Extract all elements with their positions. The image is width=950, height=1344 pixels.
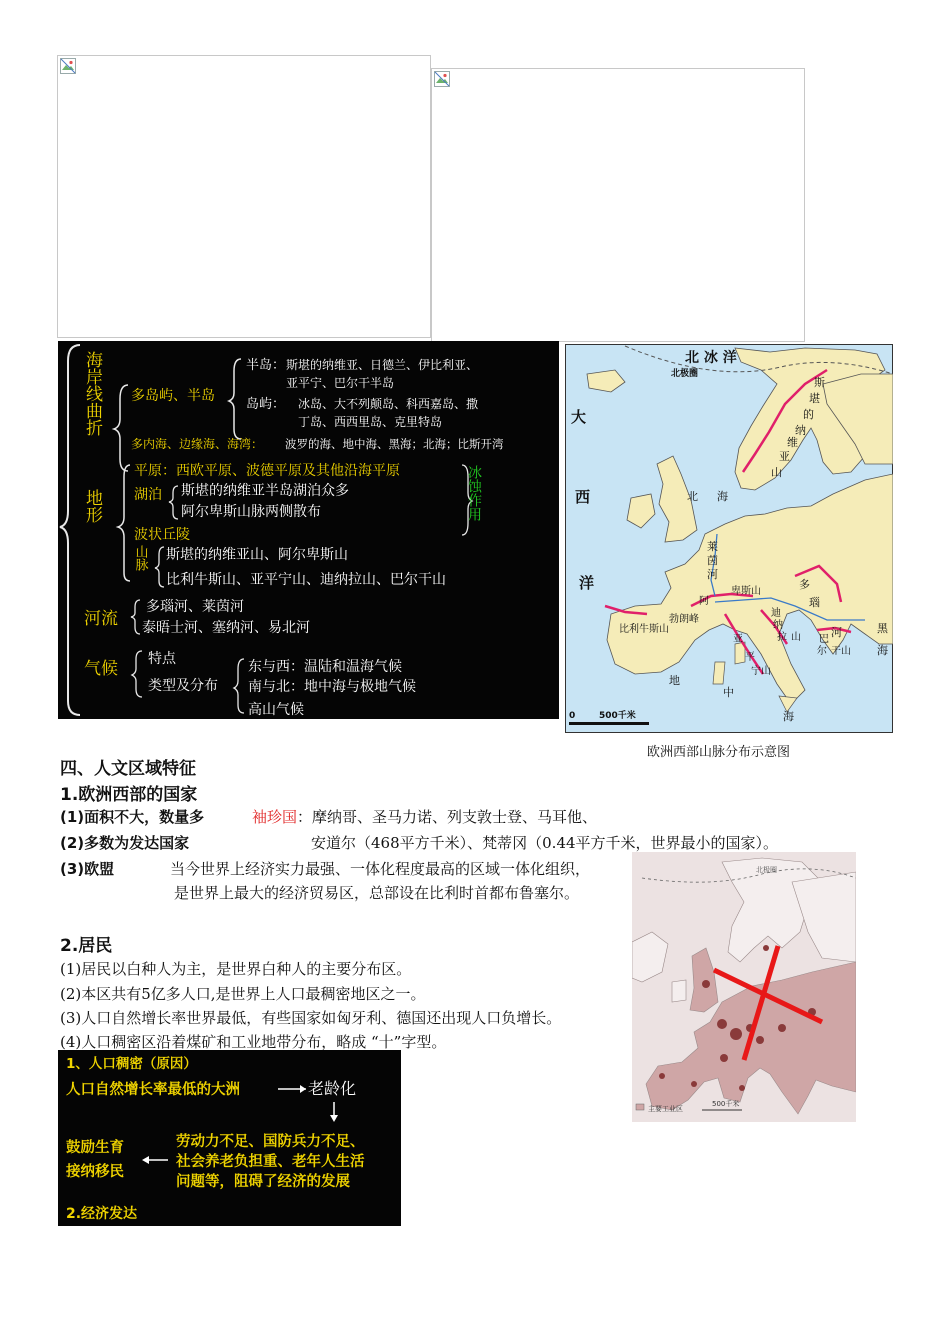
rivers-line2: 泰晤士河、塞纳河、易北河 (142, 620, 310, 636)
broken-image-icon (434, 71, 450, 87)
label-danube-1: 多 (799, 578, 810, 591)
pop-problem-3: 问题等，阻碍了经济的发展 (176, 1174, 350, 1190)
climate-alpine: 高山气候 (248, 702, 304, 718)
subheading-countries: 1.欧洲西部的国家 (60, 785, 198, 805)
label-apennine-1: 亚 (733, 634, 743, 645)
terrain-label: 地形 (82, 489, 102, 523)
label-dinaric-3: 拉 (777, 632, 787, 643)
label-dinaric-1: 迪 (771, 608, 781, 619)
image-placeholder-right (431, 68, 805, 342)
terrain-mountain: 山脉 (132, 545, 148, 571)
map1-caption: 欧洲西部山脉分布示意图 (647, 745, 791, 760)
pop-encourage-1: 鼓励生育 (66, 1140, 124, 1156)
pop-aging: 老龄化 (308, 1079, 357, 1098)
mini-states-line1 (252, 806, 597, 827)
peninsula-label: 半岛： (246, 358, 286, 373)
label-danube-3: 河 (831, 626, 842, 639)
population-reasons-box (58, 1050, 401, 1226)
mount-line1: 斯堪的纳维亚山、阿尔卑斯山 (166, 547, 348, 563)
subheading-residents: 2.居民 (60, 936, 113, 956)
europe-population-map (632, 852, 856, 1122)
lake-line1: 斯堪的纳维亚半岛湖泊众多 (181, 483, 349, 499)
mini-states-label: 袖珍国 (252, 808, 298, 826)
map1-scale-label: 500千米 (599, 711, 636, 721)
label-alps-b: 卑斯山 (731, 586, 761, 597)
arrow-left-icon (142, 1156, 149, 1164)
label-rhine-3: 河 (707, 568, 718, 581)
label-med-2: 中 (723, 686, 734, 699)
glacial-label: 冰蚀作用 (466, 465, 482, 521)
label-rhine-1: 莱 (707, 540, 718, 553)
label-north-ocean: 北 冰 洋 (685, 350, 737, 366)
climate-ew: 东与西：温陆和温海气候 (248, 659, 402, 675)
label-scand-7: 山 (771, 466, 782, 479)
label-balkan-3: 干山 (831, 646, 851, 657)
image-placeholder-left (57, 55, 431, 338)
label-black-1: 黑 (877, 622, 888, 635)
seas-list: 波罗的海、地中海、黑海；北海；比斯开湾 (285, 437, 504, 451)
brace-main (60, 345, 80, 715)
country-item-3: (3)欧盟 (60, 860, 115, 878)
terrain-hills: 波状丘陵 (134, 527, 190, 543)
eu-text-2: 是世界上最大的经济贸易区，总部设在比利时首都布鲁塞尔。 (174, 884, 580, 902)
physical-summary-chart (58, 341, 559, 719)
label-north-sea-1: 北 (687, 490, 698, 503)
peninsula-line2: 亚平宁、巴尔干半岛 (286, 376, 395, 390)
label-danube-2: 瑙 (809, 596, 820, 609)
climate-label: 气候 (84, 659, 118, 679)
map1-scale-zero: 0 (569, 711, 576, 721)
climate-types: 类型及分布 (148, 678, 218, 694)
label-dinaric-2: 纳 (773, 620, 783, 631)
pop-problem-1: 劳动力不足、国防兵力不足、 (176, 1134, 365, 1150)
label-dinaric-4: 山 (791, 632, 801, 643)
residents-2: (2)本区共有5亿多人口,是世界上人口最稠密地区之一。 (60, 985, 426, 1003)
lake-line2: 阿尔卑斯山脉两侧散布 (181, 504, 321, 520)
peninsula-line1: 斯堪的纳维亚、日德兰、伊比利亚、 (286, 358, 479, 372)
climate-ns: 南与北：地中海与极地气候 (248, 679, 416, 695)
label-scand-4: 纳 (795, 424, 806, 437)
residents-4: (4)人口稠密区沿着煤矿和工业地带分布，略成 “十”字型。 (60, 1033, 447, 1051)
map2-arctic: 北极圈 (756, 866, 777, 874)
island-line1: 冰岛、大不列颠岛、科西嘉岛、撒 (298, 397, 479, 411)
arrow-down-icon (330, 1115, 338, 1122)
label-atlantic-3: 洋 (579, 574, 595, 592)
broken-image-icon (60, 58, 76, 74)
arrow-right-icon (300, 1085, 306, 1093)
rivers-line1: 多瑙河、莱茵河 (146, 599, 244, 615)
label-rhine-2: 茵 (707, 554, 718, 567)
island-label: 岛屿： (246, 397, 286, 412)
label-atlantic-1: 大 (571, 408, 587, 426)
label-apennine-2: 平 (745, 652, 755, 663)
eu-text-1: 当今世界上经济实力最强、一体化程度最高的区域一体化组织， (170, 860, 591, 878)
pop-encourage-2: 接纳移民 (66, 1164, 124, 1180)
label-scand-6: 亚 (779, 450, 790, 463)
label-apennine-3: 宁山 (751, 666, 771, 677)
pop-title: 1、人口稠密（原因） (66, 1056, 197, 1072)
map2-legend: 主要工业区 (648, 1105, 683, 1113)
label-pyrenees: 比利牛斯山 (619, 624, 669, 635)
coast-islands: 多岛屿、半岛 (131, 388, 215, 404)
map2-scale: 500千米 (712, 1100, 740, 1108)
pop-problem-2: 社会养老负担重、老年人生活 (176, 1154, 365, 1170)
label-balkan-1: 巴 (819, 634, 829, 645)
label-mont-blanc: 勃朗峰 (669, 614, 699, 625)
label-alps-a: 阿 (699, 596, 709, 607)
label-atlantic-2: 西 (575, 488, 591, 506)
label-med-3: 海 (783, 710, 794, 723)
pop-title-2: 2.经济发达 (66, 1206, 138, 1222)
map1-scale-bar (569, 722, 649, 725)
terrain-lake: 湖泊 (134, 487, 162, 503)
europe-mountain-map (565, 344, 893, 733)
pop-line1: 人口自然增长率最低的大洲 (66, 1082, 240, 1098)
section-heading: 四、人文区域特征 (60, 759, 196, 779)
label-scand-1: 斯 (814, 376, 825, 389)
mount-line2: 比利牛斯山、亚平宁山、迪纳拉山、巴尔干山 (166, 572, 446, 588)
seas-label: 多内海、边缘海、海湾： (131, 437, 264, 451)
label-arctic-circle: 北极圈 (671, 369, 699, 379)
label-scand-2: 堪 (809, 392, 820, 405)
coast-label: 海岸线曲折 (82, 351, 102, 436)
label-balkan-2: 尔 (817, 646, 827, 657)
label-scand-5: 维 (787, 436, 798, 449)
label-scand-3: 的 (803, 408, 814, 421)
label-med-1: 地 (669, 674, 680, 687)
climate-feature: 特点 (148, 651, 176, 667)
terrain-plain: 平原：西欧平原、波德平原及其他沿海平原 (134, 463, 400, 479)
mini-states-text: ：摩纳哥、圣马力诺、列支敦士登、马耳他、 (297, 808, 598, 826)
mini-states-line2: 安道尔（468平方千米）、梵蒂冈（0.44平方千米，世界最小的国家）。 (311, 834, 779, 852)
country-item-2: (2)多数为发达国家 (60, 834, 190, 852)
country-item-1: (1)面积不大，数量多 (60, 808, 205, 826)
island-line2: 丁岛、西西里岛、克里特岛 (298, 415, 443, 429)
residents-1: (1)居民以白种人为主，是世界白种人的主要分布区。 (60, 960, 412, 978)
rivers-label: 河流 (84, 609, 118, 629)
label-black-2: 海 (877, 644, 888, 657)
label-north-sea-2: 海 (717, 490, 728, 503)
residents-3: (3)人口自然增长率世界最低，有些国家如匈牙利、德国还出现人口负增长。 (60, 1009, 562, 1027)
